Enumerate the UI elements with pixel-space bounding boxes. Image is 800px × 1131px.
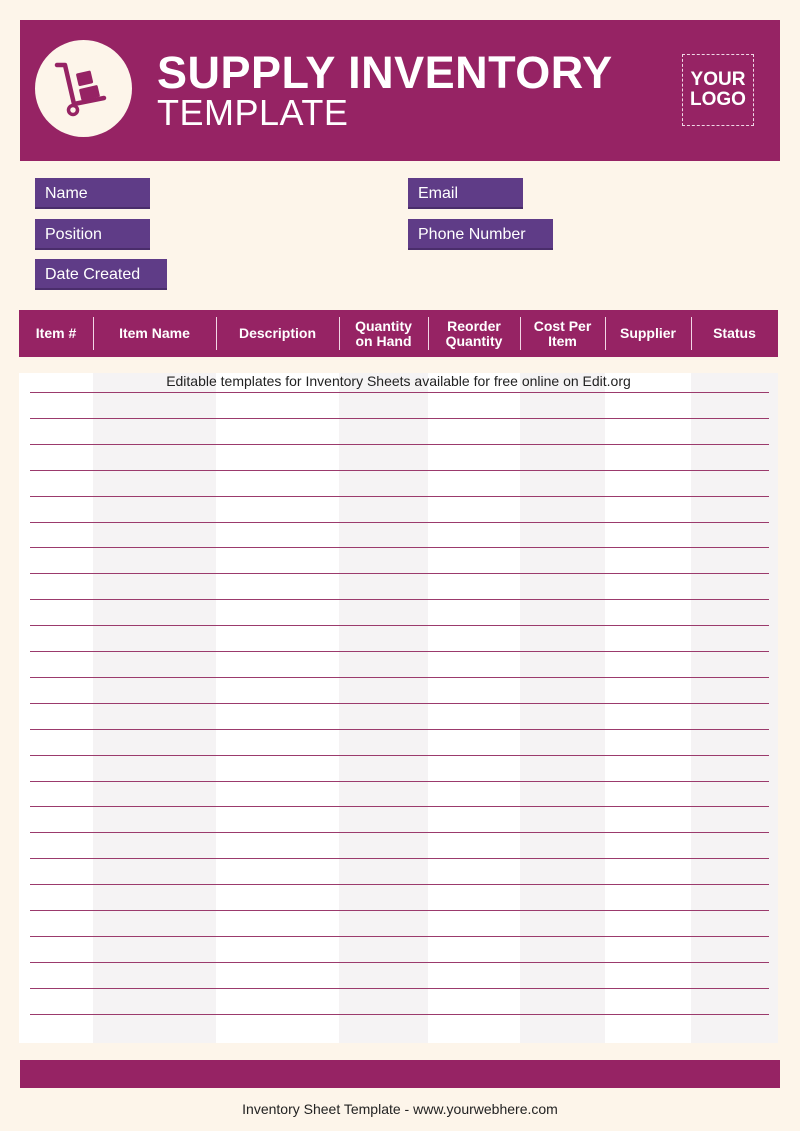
column-header-item-number: Item #: [35, 325, 77, 341]
column-header-description: Description: [216, 310, 339, 357]
table-row[interactable]: [30, 755, 769, 756]
table-row[interactable]: [30, 832, 769, 833]
table-header: [19, 310, 778, 357]
table-row[interactable]: [30, 884, 769, 885]
table-row[interactable]: [30, 651, 769, 652]
column-header-quantity-on-hand: Quantity on Hand: [339, 310, 428, 357]
table-row[interactable]: [30, 781, 769, 782]
table-row[interactable]: [30, 1014, 769, 1015]
header-banner: [20, 20, 780, 161]
date-created-field[interactable]: Date Created: [35, 259, 167, 290]
column-shade: [339, 373, 428, 1043]
table-row[interactable]: [30, 522, 769, 523]
page-title: SUPPLY INVENTORY: [157, 47, 613, 98]
table-row[interactable]: [30, 677, 769, 678]
table-row[interactable]: [30, 858, 769, 859]
column-header-reorder-quantity: Reorder Quantity: [428, 310, 520, 357]
promo-note: Editable templates for Inventory Sheets available for free online on Edit.org: [166, 373, 631, 389]
column-shade: [520, 373, 605, 1043]
table-row[interactable]: [30, 418, 769, 419]
column-shade: [691, 373, 778, 1043]
table-row[interactable]: [30, 470, 769, 471]
column-header-item-name: Item Name: [93, 310, 216, 357]
column-header-cost-per-item: Cost Per Item: [520, 310, 605, 357]
hand-truck-icon: [35, 40, 132, 137]
table-row[interactable]: [30, 392, 769, 393]
email-field[interactable]: Email: [408, 178, 523, 209]
table-row[interactable]: [30, 547, 769, 548]
logo-placeholder: [682, 54, 754, 126]
logo-text-line2: LOGO: [690, 89, 746, 110]
footer-bar: [20, 1060, 780, 1088]
table-row[interactable]: [30, 962, 769, 963]
name-field[interactable]: Name: [35, 178, 150, 209]
table-row[interactable]: [30, 625, 769, 626]
table-row[interactable]: [30, 729, 769, 730]
table-row[interactable]: [30, 444, 769, 445]
table-row[interactable]: [30, 910, 769, 911]
table-row[interactable]: [30, 496, 769, 497]
logo-text-line1: YOUR: [690, 69, 746, 90]
position-field[interactable]: Position: [35, 219, 150, 250]
table-row[interactable]: [30, 988, 769, 989]
column-shade: [93, 373, 216, 1043]
table-row[interactable]: [30, 599, 769, 600]
table-row[interactable]: [30, 806, 769, 807]
footer-text: Inventory Sheet Template - www.yourwebhere.com: [242, 1101, 558, 1117]
table-row[interactable]: [30, 936, 769, 937]
table-row[interactable]: [30, 703, 769, 704]
column-header-status: Status: [691, 310, 778, 357]
table-body: [19, 373, 778, 1043]
page-subtitle: TEMPLATE: [157, 92, 349, 133]
column-header-supplier: Supplier: [605, 310, 691, 357]
phone-number-field[interactable]: Phone Number: [408, 219, 553, 250]
table-row[interactable]: [30, 573, 769, 574]
